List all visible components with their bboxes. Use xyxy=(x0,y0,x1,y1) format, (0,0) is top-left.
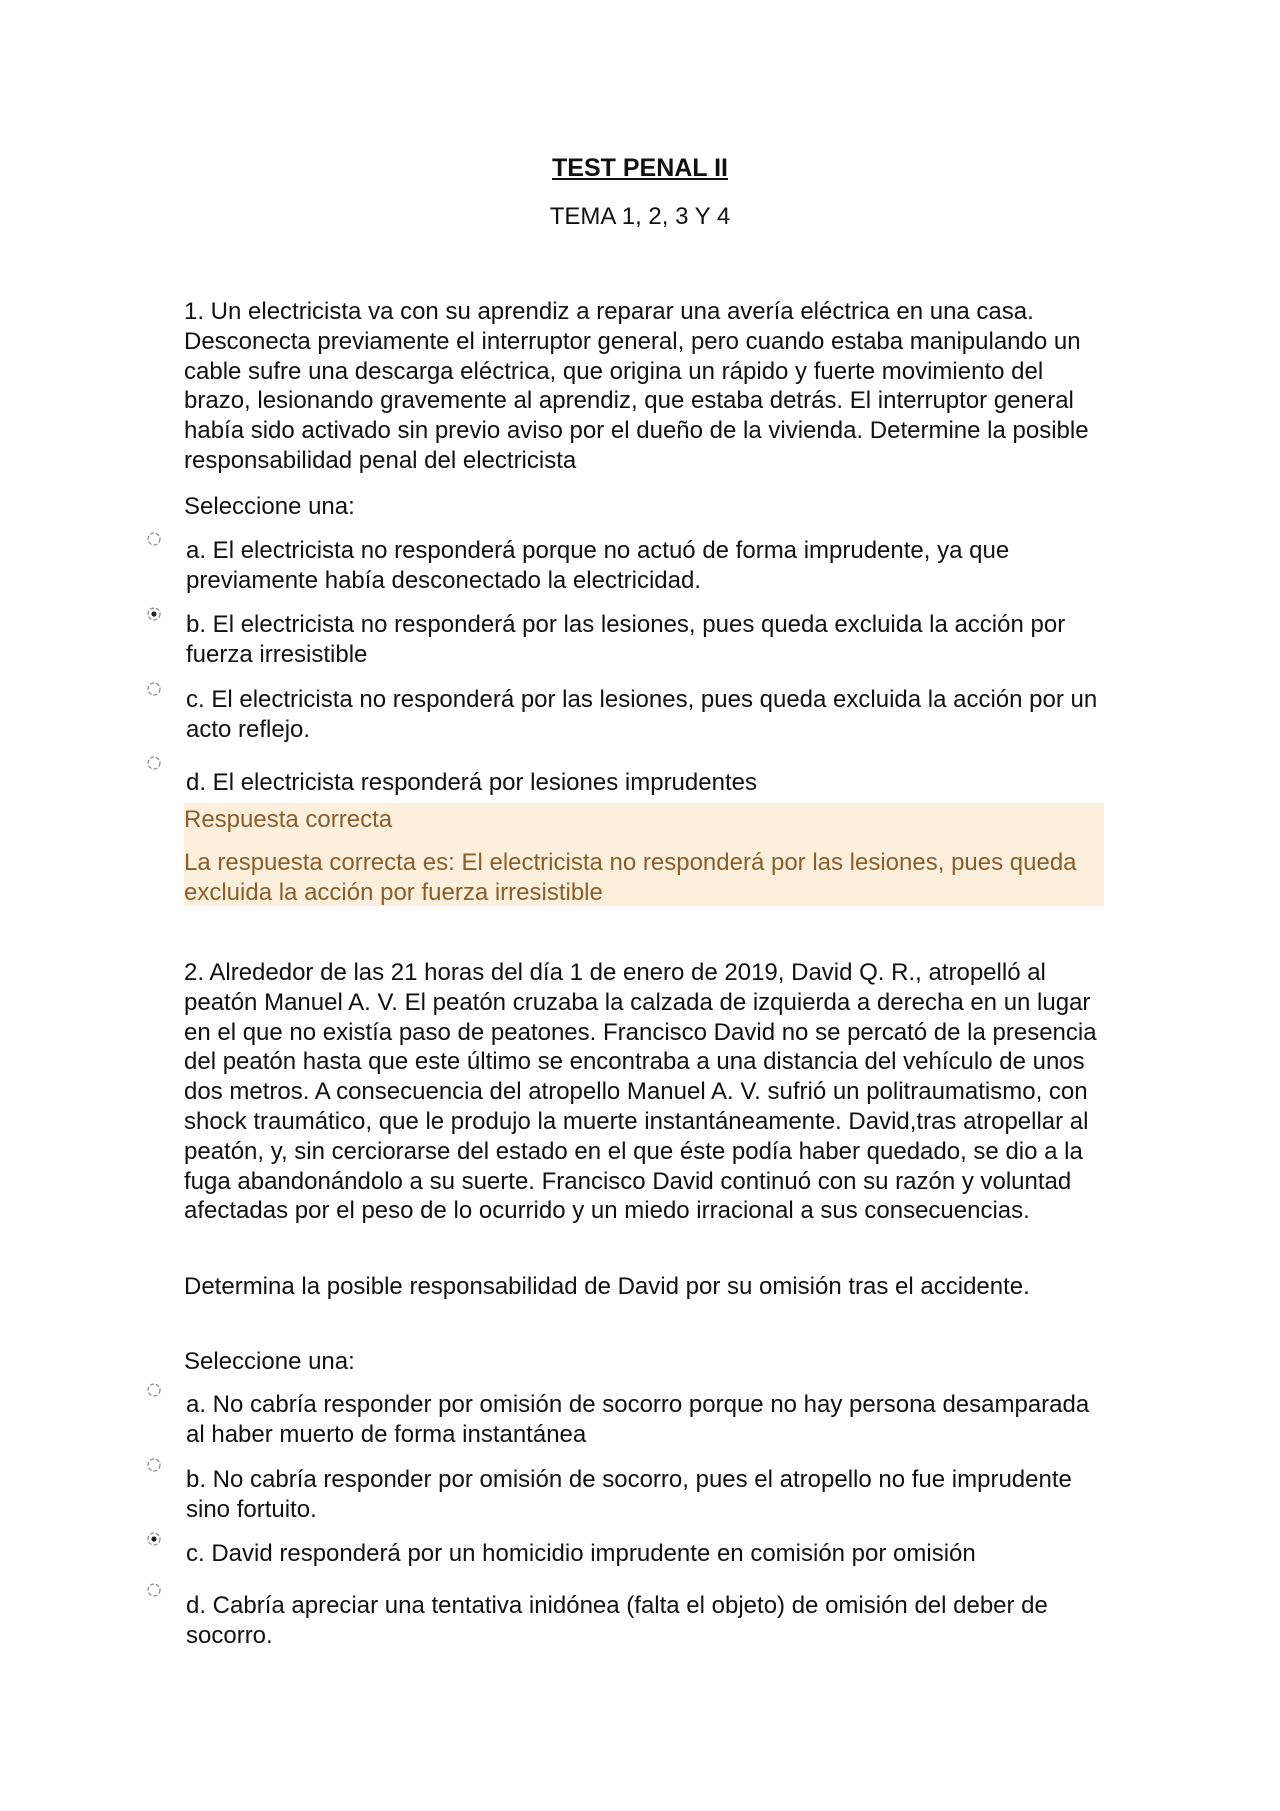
radio-checked-icon xyxy=(146,606,162,622)
q1-option-b-label[interactable]: b. El electricista no responderá por las lesiones, pues queda excluida la acción por fuerza irresistible xyxy=(186,611,1066,668)
q2-option-c-label[interactable]: c. David responderá por un homicidio imprudente en comisión por omisión xyxy=(186,1540,976,1567)
q1-option-c-label[interactable]: c. El electricista no responderá por las lesiones, pues queda excluida la acción por un acto reflejo. xyxy=(186,686,1098,743)
q2-option-a-label[interactable]: a. No cabría responder por omisión de socorro porque no hay persona desamparada al haber muerto de forma instantánea xyxy=(186,1391,1090,1448)
feedback-correct-answer: La respuesta correcta es: El electricista no responderá por las lesiones, pues queda excluida la acción por fuerza irresistible xyxy=(184,849,1077,906)
radio-unchecked-icon xyxy=(146,1382,162,1398)
radio-checked-icon xyxy=(146,1531,162,1547)
question-1-prompt: Seleccione una: xyxy=(184,493,355,520)
page-subtitle: TEMA 1, 2, 3 Y 4 xyxy=(549,203,731,230)
question-1-statement: 1. Un electricista va con su aprendiz a reparar una avería eléctrica en una casa. Desconecta previamente el interruptor general, pero cuando estaba manipulando un cable sufre una descarga eléctrica, que origina un rápido y fuerte movimiento del brazo, lesionando gravemente al aprendiz, que estaba detrás. El interruptor general había sido activado sin previo aviso por el dueño de la vivienda. Determine la posible responsabilidad penal del electricista xyxy=(184,298,1089,474)
question-2-prompt: Seleccione una: xyxy=(184,1348,355,1375)
question-2-question: Determina la posible responsabilidad de David por su omisión tras el accidente. xyxy=(184,1273,1030,1300)
q2-option-c-radio[interactable] xyxy=(146,1531,162,1547)
question-2-statement: 2. Alrededor de las 21 horas del día 1 de enero de 2019, David Q. R., atropelló al peatón Manuel A. V. El peatón cruzaba la calzada de izquierda a derecha en un lugar en el que no existía paso de peatones. Francisco David no se percató de la presencia del peatón hasta que este último se encontraba a una distancia del vehículo de unos dos metros. A consecuencia del atropello Manuel A. V. sufrió un politraumatismo, con shock traumático, que le produjo la muerte instantáneamente. David,tras atropellar al peatón, y, sin cerciorarse del estado en el que éste podía haber quedado, se dio a la fuga abandonándolo a su suerte. Francisco David continuó con su razón y voluntad afectadas por el peso de lo ocurrido y un miedo irracional a sus consecuencias. xyxy=(184,959,1097,1225)
q2-option-d-label[interactable]: d. Cabría apreciar una tentativa inidónea (falta el objeto) de omisión del deber de socorro. xyxy=(186,1592,1048,1649)
page-title: TEST PENAL II xyxy=(552,154,728,182)
q2-option-b-radio[interactable] xyxy=(146,1457,162,1473)
q1-option-b-radio[interactable] xyxy=(146,606,162,622)
q1-option-d-radio[interactable] xyxy=(146,755,162,771)
q2-option-d-radio[interactable] xyxy=(146,1582,162,1598)
feedback-status: Respuesta correcta xyxy=(184,806,393,833)
radio-unchecked-icon xyxy=(146,1457,162,1473)
q1-option-a-label[interactable]: a. El electricista no responderá porque no actuó de forma imprudente, ya que previamente había desconectado la electricidad. xyxy=(186,537,1010,594)
q1-option-a-radio[interactable] xyxy=(146,531,162,547)
radio-unchecked-icon xyxy=(146,755,162,771)
q2-option-a-radio[interactable] xyxy=(146,1382,162,1398)
q1-feedback-panel xyxy=(184,803,1104,906)
q1-option-c-radio[interactable] xyxy=(146,681,162,697)
q1-option-d-label[interactable]: d. El electricista responderá por lesiones imprudentes xyxy=(186,769,757,796)
radio-unchecked-icon xyxy=(146,681,162,697)
q2-option-b-label[interactable]: b. No cabría responder por omisión de socorro, pues el atropello no fue imprudente sino fortuito. xyxy=(186,1466,1072,1523)
radio-unchecked-icon xyxy=(146,1582,162,1598)
radio-unchecked-icon xyxy=(146,531,162,547)
